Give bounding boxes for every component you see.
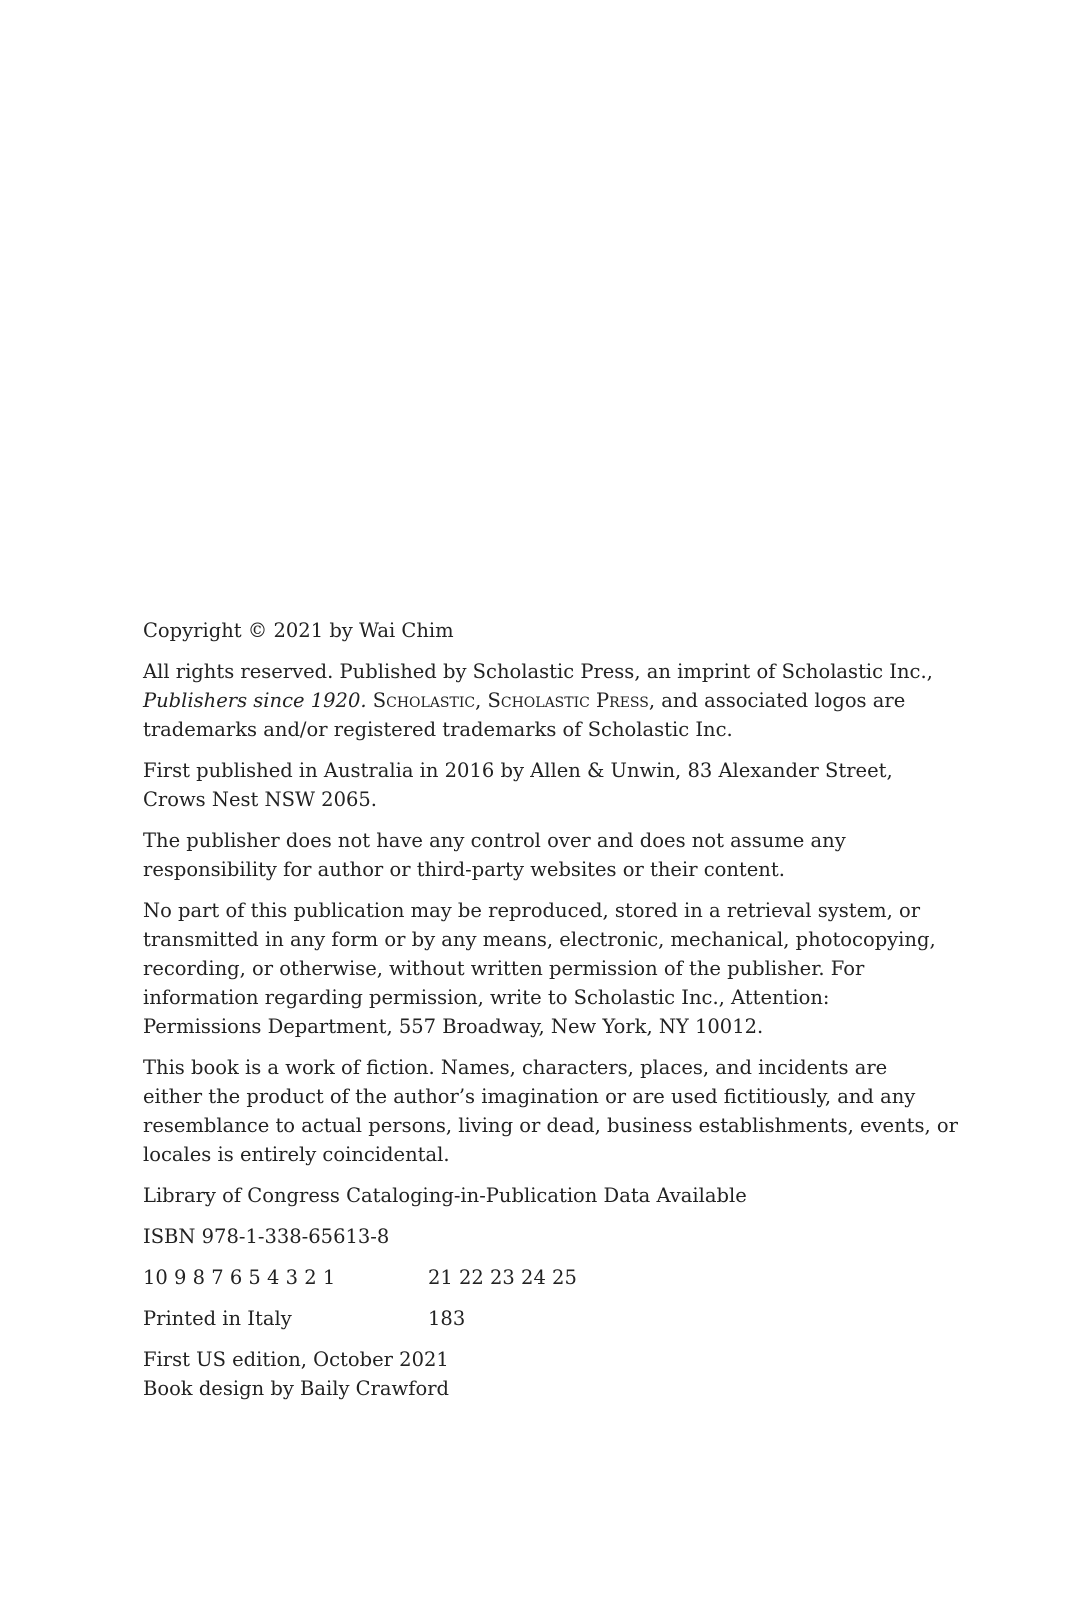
print-line-years: 21 22 23 24 25 — [428, 1266, 577, 1289]
no-part-line: transmitted in any form or by any means, electronic, mechanical, photocopying, — [143, 928, 936, 951]
fiction-line: either the product of the author’s imagination or are used fictitiously, and any — [143, 1085, 916, 1108]
printed-location: Printed in Italy — [143, 1307, 292, 1330]
no-part-line: information regarding permission, write to Scholastic Inc., Attention: — [143, 986, 830, 1009]
no-part-line: No part of this publication may be reproduced, stored in a retrieval system, or — [143, 899, 921, 922]
printed-row — [143, 1304, 933, 1333]
copyright-line — [143, 616, 933, 645]
rights-line-1: All rights reserved. Published by Scholastic Press, an imprint of Scholastic Inc., — [143, 660, 933, 683]
publishers-since-text: Publishers since 1920. — [143, 689, 367, 712]
no-part-line: Permissions Department, 557 Broadway, New York, NY 10012. — [143, 1015, 764, 1038]
no-part-paragraph — [143, 896, 936, 1041]
publisher-control-paragraph — [143, 826, 933, 884]
copyright-text: Copyright © 2021 by Wai Chim — [143, 619, 454, 642]
isbn-paragraph — [143, 1222, 933, 1251]
edition-paragraph — [143, 1345, 933, 1403]
first-published-line: First published in Australia in 2016 by Allen & Unwin, 83 Alexander Street, — [143, 759, 893, 782]
scholastic-press-trademark: Scholastic Press — [487, 689, 649, 712]
edition-text: First US edition, October 2021 — [143, 1348, 449, 1371]
isbn-text: ISBN 978-1-338-65613-8 — [143, 1225, 390, 1248]
rights-line-2 — [143, 686, 933, 715]
rights-separator: , — [475, 689, 488, 712]
library-text: Library of Congress Cataloging-in-Publication Data Available — [143, 1184, 747, 1207]
fiction-line: resemblance to actual persons, living or dead, business establishments, events, or — [143, 1114, 958, 1137]
publisher-control-line: The publisher does not have any control over and does not assume any — [143, 829, 846, 852]
rights-line-3: trademarks and/or registered trademarks of Scholastic Inc. — [143, 718, 733, 741]
print-line-row — [143, 1263, 933, 1292]
design-credit-text: Book design by Baily Crawford — [143, 1377, 449, 1400]
rights-paragraph — [143, 657, 933, 744]
copyright-page — [143, 616, 958, 1403]
print-line-numbers: 10 9 8 7 6 5 4 3 2 1 — [143, 1266, 336, 1289]
scholastic-trademark: Scholastic — [372, 689, 476, 712]
no-part-line: recording, or otherwise, without written permission of the publisher. For — [143, 957, 865, 980]
fiction-line: This book is a work of fiction. Names, characters, places, and incidents are — [143, 1056, 888, 1079]
printed-code: 183 — [428, 1307, 466, 1330]
publisher-control-line: responsibility for author or third-party websites or their content. — [143, 858, 785, 881]
first-published-line: Crows Nest NSW 2065. — [143, 788, 378, 811]
library-paragraph — [143, 1181, 933, 1210]
fiction-line: locales is entirely coincidental. — [143, 1143, 450, 1166]
first-published-paragraph — [143, 756, 933, 814]
fiction-paragraph — [143, 1053, 958, 1169]
rights-line-2-rest: , and associated logos are — [648, 689, 906, 712]
